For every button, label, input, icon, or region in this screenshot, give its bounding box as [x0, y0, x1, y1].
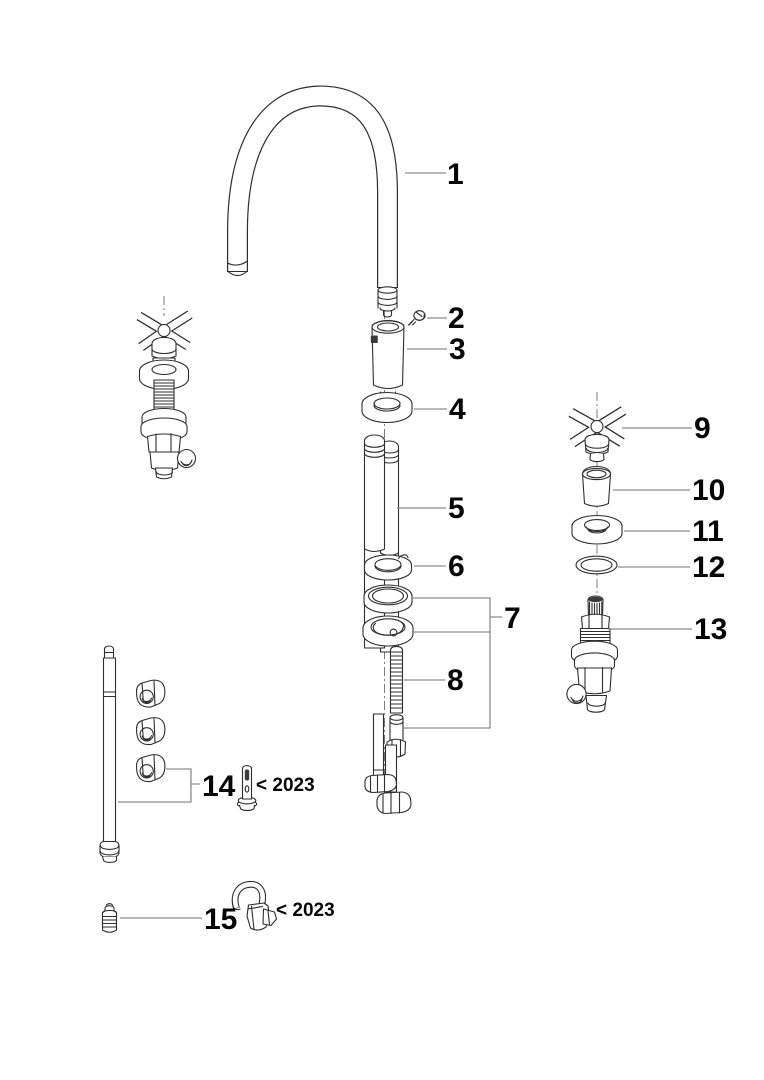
- part-1-spout-drawing: [228, 96, 398, 317]
- pre-2023-pin-drawing: [237, 766, 256, 811]
- pre-2023-spout-drawing: [234, 884, 277, 930]
- part-label-3: 3: [449, 333, 466, 366]
- part-11-flange-ring-drawing: [572, 516, 622, 545]
- part-label-10: 10: [692, 474, 726, 507]
- part-label-5: 5: [448, 492, 465, 525]
- part-label-8: 8: [447, 664, 464, 697]
- part-10-handle-sleeve-drawing: [583, 467, 611, 507]
- part-9-cross-handle-drawing: [571, 411, 624, 462]
- part-label-7: 7: [504, 602, 521, 635]
- part-labels: [202, 158, 727, 936]
- part-label-12: 12: [692, 551, 726, 584]
- note-pre-2023-upper: < 2023: [256, 775, 315, 796]
- note-pre-2023-lower: < 2023: [276, 900, 335, 921]
- part-6-washer-drawing: [365, 555, 412, 580]
- part-label-13: 13: [694, 613, 728, 646]
- part-label-4: 4: [449, 393, 466, 426]
- supply-tube-elbows-drawing: [365, 714, 411, 814]
- part-label-1: 1: [447, 158, 464, 191]
- part-label-14: 14: [202, 770, 236, 803]
- part-label-2: 2: [448, 302, 465, 335]
- part-label-15: 15: [204, 903, 238, 936]
- part-2-screw-drawing: [409, 311, 426, 325]
- part-12-gasket-drawing: [576, 556, 617, 574]
- part-14-riser-tube-drawing: [100, 646, 119, 862]
- leader-bracket-7: [404, 598, 502, 728]
- part-4-spout-flange-drawing: [362, 393, 412, 423]
- part-label-9: 9: [694, 412, 711, 445]
- part-label-6: 6: [448, 550, 465, 583]
- left-valve-assembly-drawing: [139, 315, 196, 479]
- part-8-threaded-shank-drawing: [391, 646, 403, 713]
- part-15-aerator-drawing: [103, 904, 117, 933]
- part-13-valve-cartridge-drawing: [567, 596, 618, 712]
- part-label-11: 11: [692, 515, 724, 548]
- part-14-union-nuts-drawing: [137, 680, 165, 781]
